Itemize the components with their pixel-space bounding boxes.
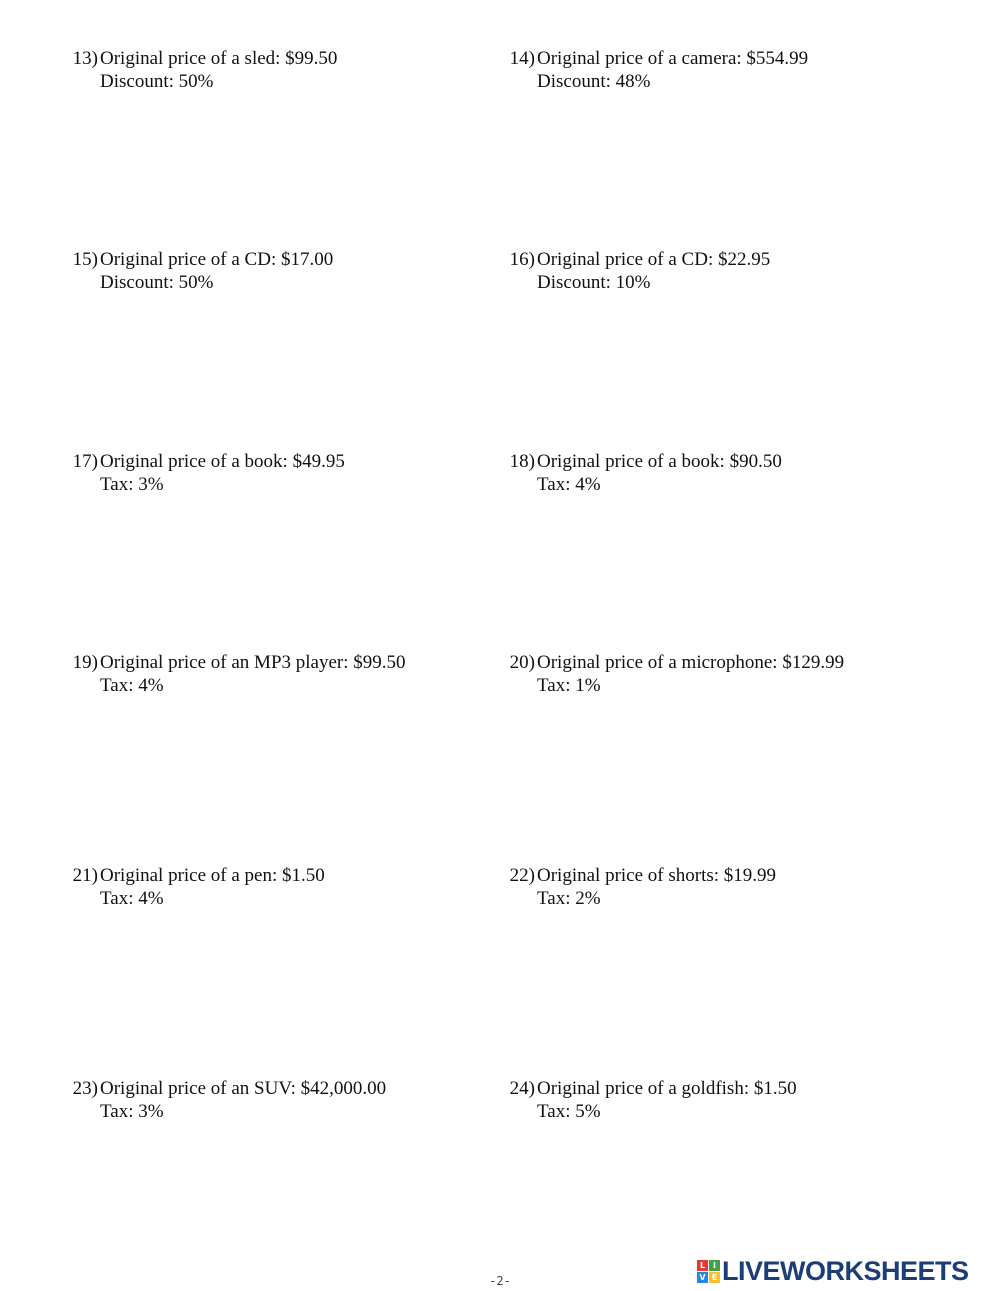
problem-rate: Tax: 3% [100,1101,164,1122]
logo-mark-letter: E [709,1272,720,1283]
problem-item: Original price of a microphone: $129.99 [537,652,845,673]
problem-item: Original price of shorts: $19.99 [537,865,777,886]
problem-rate: Discount: 50% [100,71,214,92]
problem-rate: Tax: 2% [537,888,601,909]
logo-mark-icon [697,1260,720,1283]
problem-rate: Discount: 50% [100,272,214,293]
problem-item: Original price of a CD: $22.95 [537,249,771,270]
problem-rate: Tax: 5% [537,1101,601,1122]
problem-number: 23) [72,1078,98,1099]
logo-mark-letter: L [697,1260,708,1271]
problem-item: Original price of a CD: $17.00 [100,249,334,270]
problem-number: 17) [72,451,98,472]
problem-rate: Tax: 1% [537,675,601,696]
problem-rate: Tax: 3% [100,474,164,495]
problem-rate: Discount: 10% [537,272,651,293]
problem-item: Original price of a sled: $99.50 [100,48,338,69]
problem-item: Original price of a book: $90.50 [537,451,782,472]
problem-rate: Tax: 4% [100,888,164,909]
problem-number: 22) [509,865,535,886]
problem-number: 24) [509,1078,535,1099]
problem-item: Original price of a pen: $1.50 [100,865,325,886]
problem-rate: Tax: 4% [100,675,164,696]
problem-number: 16) [509,249,535,270]
problem-number: 15) [72,249,98,270]
page-number: -2- [489,1274,511,1288]
problem-number: 18) [509,451,535,472]
problem-rate: Tax: 4% [537,474,601,495]
problem-rate: Discount: 48% [537,71,651,92]
problem-item: Original price of an MP3 player: $99.50 [100,652,406,673]
problem-number: 13) [72,48,98,69]
logo-text: LIVEWORKSHEETS [722,1255,969,1286]
problem-item: Original price of a goldfish: $1.50 [537,1078,797,1099]
logo-mark-letter: I [709,1260,720,1271]
problem-number: 20) [509,652,535,673]
problem-number: 14) [509,48,535,69]
logo-mark-letter: V [697,1272,708,1283]
problem-number: 21) [72,865,98,886]
problem-item: Original price of a camera: $554.99 [537,48,809,69]
problem-item: Original price of a book: $49.95 [100,451,345,472]
liveworksheets-logo [697,1256,969,1286]
problem-item: Original price of an SUV: $42,000.00 [100,1078,387,1099]
problem-number: 19) [72,652,98,673]
